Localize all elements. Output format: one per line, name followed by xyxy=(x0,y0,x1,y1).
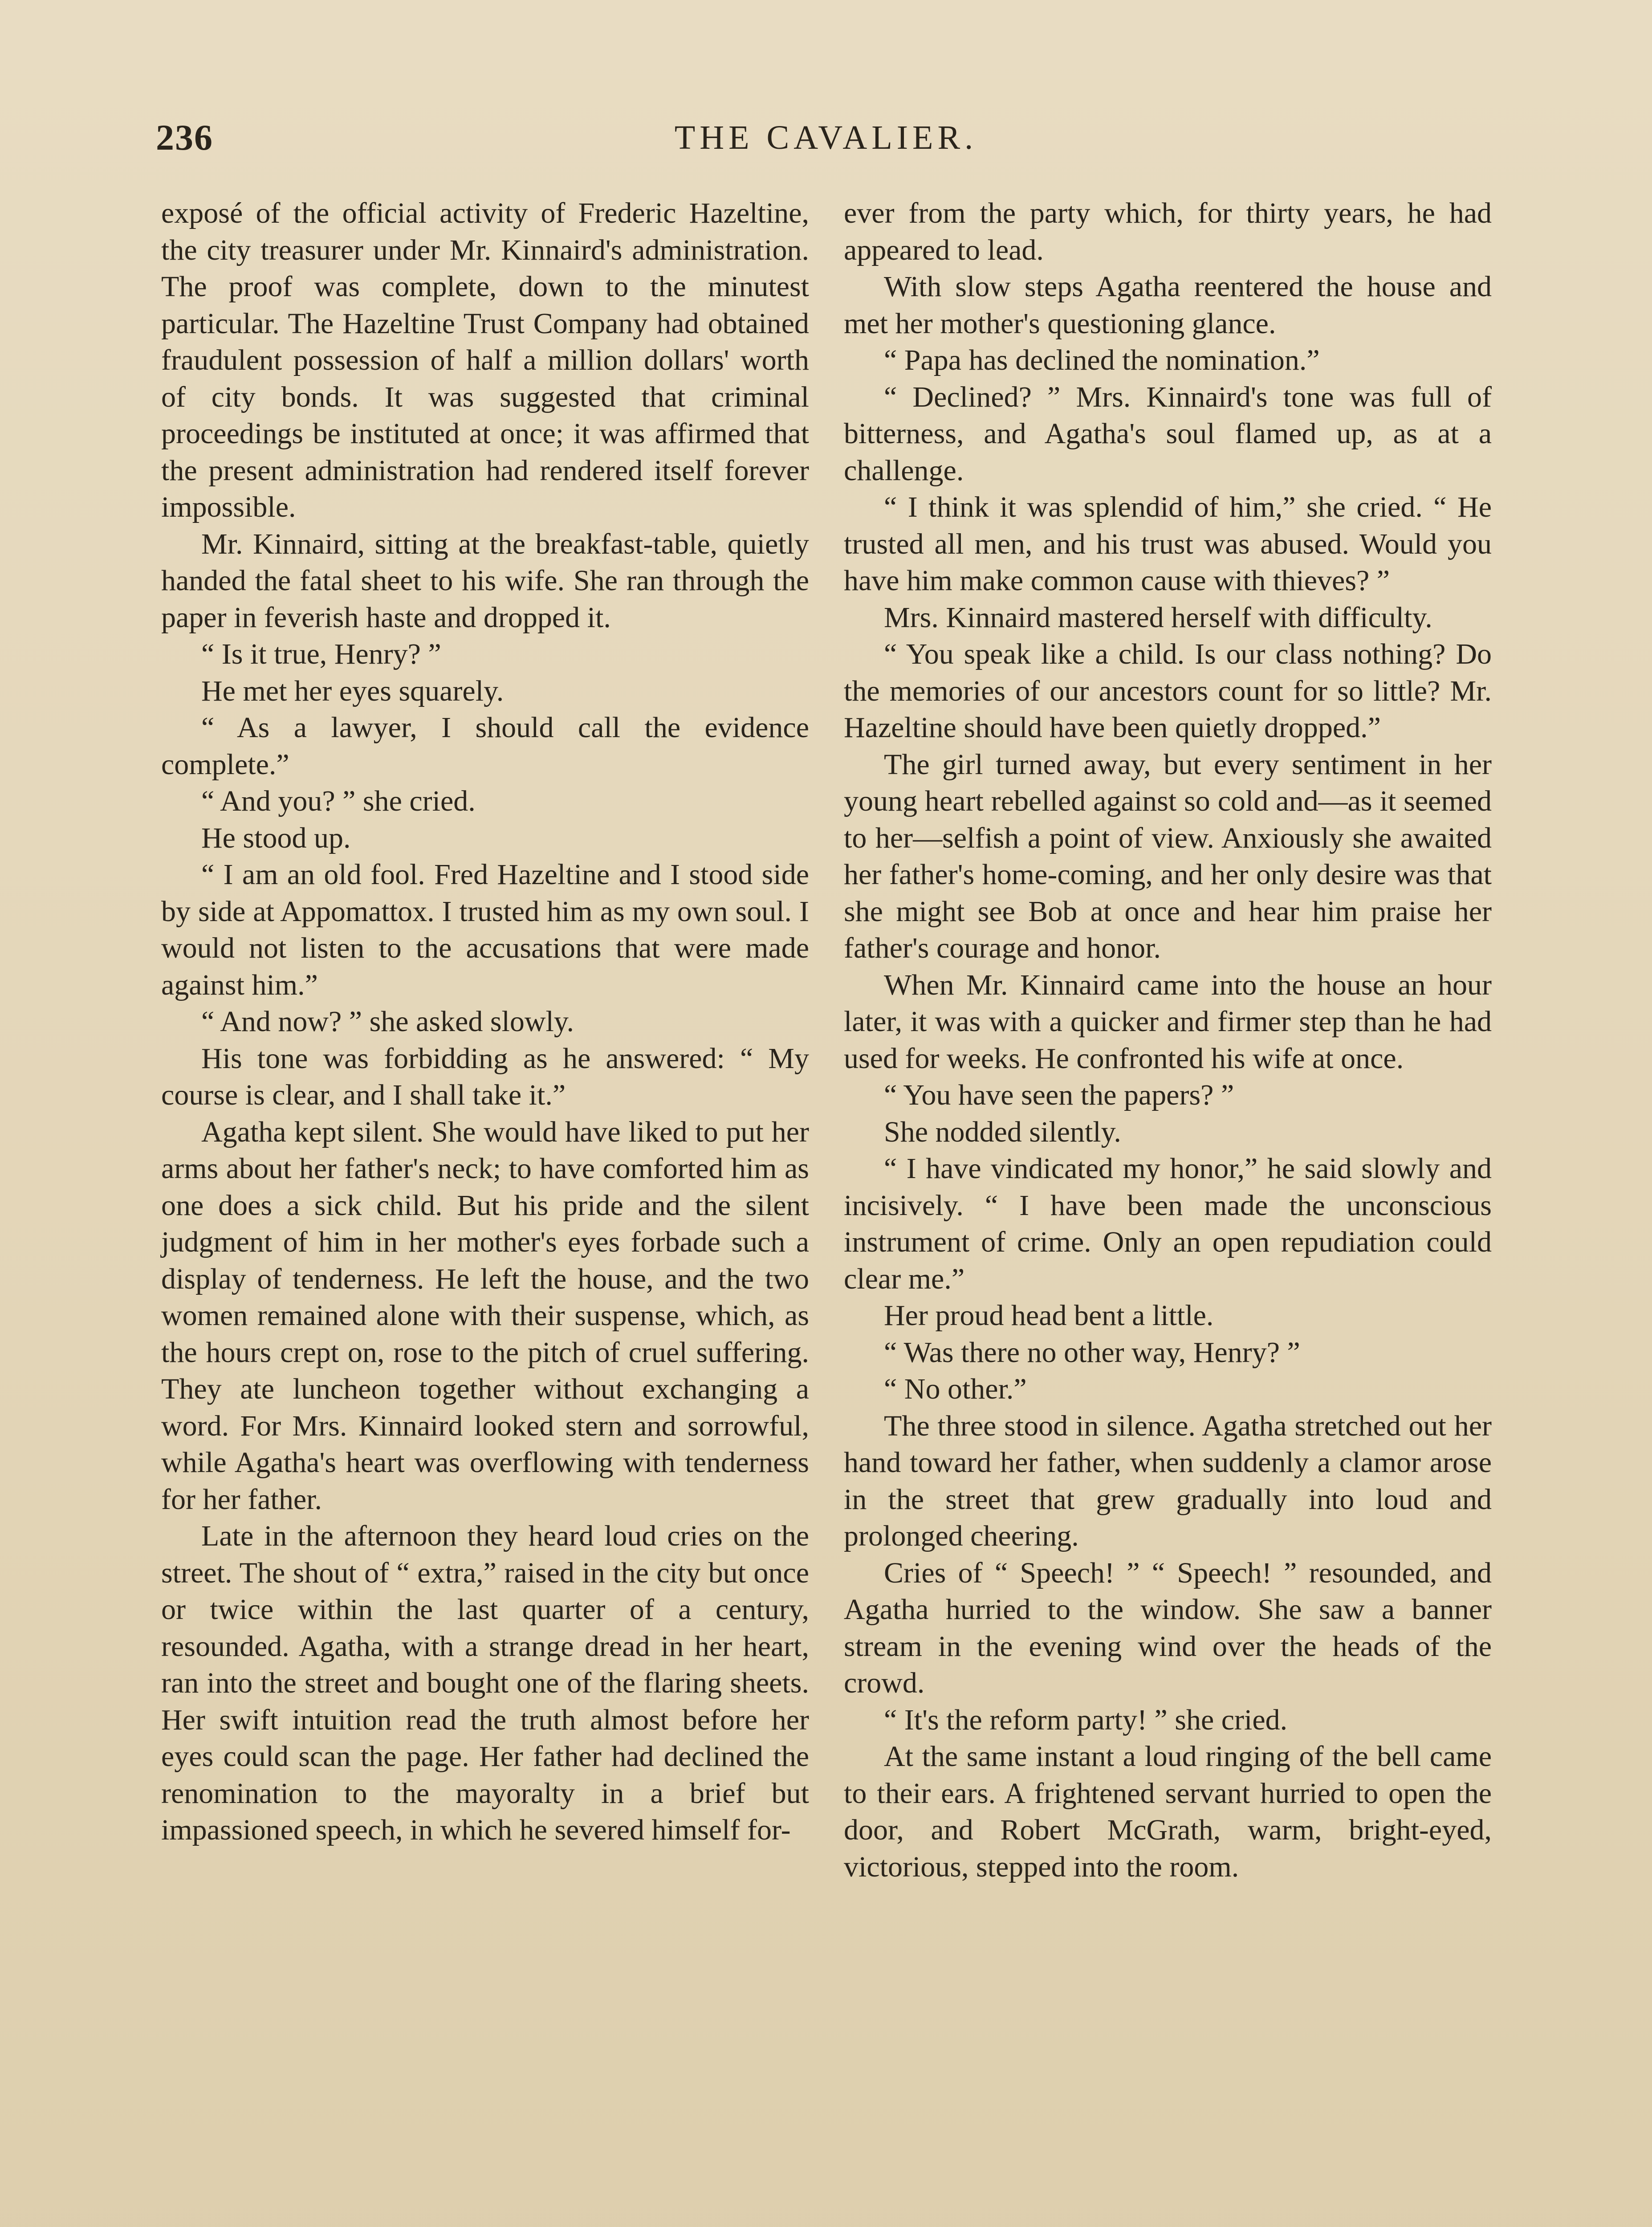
paragraph: He met her eyes squarely. xyxy=(201,674,504,707)
paragraph: “ And you? ” she cried. xyxy=(201,785,476,817)
paragraph: “ Is it true, Henry? ” xyxy=(201,638,441,670)
paragraph: “ Was there no other way, Henry? ” xyxy=(884,1336,1300,1369)
paragraph: Mr. Kinnaird, sitting at the breakfast-table, quietly handed the fatal sheet to his wife. She ran through the paper in feverish haste and dropped it. xyxy=(161,527,809,634)
paragraph: exposé of the official activity of Frederic Hazeltine, the city treasurer under Mr. Kinnaird's administration. The proof was complete, down to the minutest particular. The Hazeltine Trust Company had obtained fraudulent possession of half a million dollars' worth of city bonds. It was suggested that criminal proceedings be instituted at once; it was affirmed that the present administration had rendered itself forever impossible. xyxy=(161,197,809,523)
paragraph: “ And now? ” she asked slowly. xyxy=(201,1005,574,1038)
paragraph: “ I am an old fool. Fred Hazeltine and I stood side by side at Appomattox. I trusted him as my own soul. I would not listen to the accusations that were made against him.” xyxy=(161,858,809,1001)
paragraph: “ As a lawyer, I should call the evidence complete.” xyxy=(161,711,809,781)
paragraph: Late in the afternoon they heard loud cries on the street. The shout of “ extra,” raised in the city but once or twice within the last quarter of a century, resounded. Agatha, with a strange dread in her heart, ran into the street and bought one of the flaring sheets. Her swift intuition read the truth almost before her eyes could scan the page. Her father had declined the renomination to the mayoralty in a brief but impassioned speech, in which he severed himself for- xyxy=(161,1520,809,1846)
paragraph: “ It's the reform party! ” she cried. xyxy=(884,1703,1288,1736)
paragraph: Mrs. Kinnaird mastered herself with difficulty. xyxy=(884,601,1432,634)
paragraph: “ You have seen the papers? ” xyxy=(884,1079,1234,1111)
paragraph: When Mr. Kinnaird came into the house an hour later, it was with a quicker and firmer step than he had used for weeks. He confronted his wife at once. xyxy=(844,968,1492,1075)
left-column xyxy=(161,195,809,1849)
paragraph: Her proud head bent a little. xyxy=(884,1299,1214,1332)
paragraph: Cries of “ Speech! ” “ Speech! ” resounded, and Agatha hurried to the window. She saw a banner stream in the evening wind over the heads of the crowd. xyxy=(844,1556,1492,1699)
paragraph: The three stood in silence. Agatha stretched out her hand toward her father, when suddenly a clamor arose in the street that grew gradually into loud and prolonged cheering. xyxy=(844,1409,1492,1552)
paragraph: At the same instant a loud ringing of the bell came to their ears. A frightened servant hurried to open the door, and Robert McGrath, warm, bright-eyed, victorious, stepped into the room. xyxy=(844,1740,1492,1883)
paragraph: He stood up. xyxy=(201,821,351,854)
paragraph: His tone was forbidding as he answered: “ My course is clear, and I shall take it.” xyxy=(161,1042,809,1111)
paragraph: “ Papa has declined the nomination.” xyxy=(884,344,1320,376)
paragraph: The girl turned away, but every sentiment in her young heart rebelled against so cold and—as it seemed to her—selfish a point of view. Anxiously she awaited her father's home-coming, and her only desire was that she might see Bob at once and hear him praise her father's courage and honor. xyxy=(844,748,1492,964)
paragraph: Agatha kept silent. She would have liked to put her arms about her father's neck; to have comforted him as one does a sick child. But his pride and the silent judgment of him in her mother's eyes forbade such a display of tenderness. He left the house, and the two women remained alone with their suspense, which, as the hours crept on, rose to the pitch of cruel suffering. They ate luncheon together without exchanging a word. For Mrs. Kinnaird looked stern and sorrowful, while Agatha's heart was overflowing with tenderness for her father. xyxy=(161,1115,809,1516)
paragraph: “ You speak like a child. Is our class nothing? Do the memories of our ancestors count for so little? Mr. Hazeltine should have been quietly dropped.” xyxy=(844,638,1492,744)
paragraph: ever from the party which, for thirty years, he had appeared to lead. xyxy=(844,197,1492,266)
running-title: THE CAVALIER. xyxy=(674,119,978,156)
paragraph: She nodded silently. xyxy=(884,1115,1121,1148)
paragraph: “ I have vindicated my honor,” he said slowly and incisively. “ I have been made the unconscious instrument of crime. Only an open repudiation could clear me.” xyxy=(844,1152,1492,1295)
paragraph: “ I think it was splendid of him,” she cried. “ He trusted all men, and his trust was abused. Would you have him make common cause with thieves? ” xyxy=(844,491,1492,597)
paragraph: “ No other.” xyxy=(884,1373,1027,1405)
right-column xyxy=(844,195,1492,1885)
page-number: 236 xyxy=(156,117,213,158)
paragraph: With slow steps Agatha reentered the house and met her mother's questioning glance. xyxy=(844,270,1492,340)
paragraph: “ Declined? ” Mrs. Kinnaird's tone was full of bitterness, and Agatha's soul flamed up, as at a challenge. xyxy=(844,380,1492,487)
